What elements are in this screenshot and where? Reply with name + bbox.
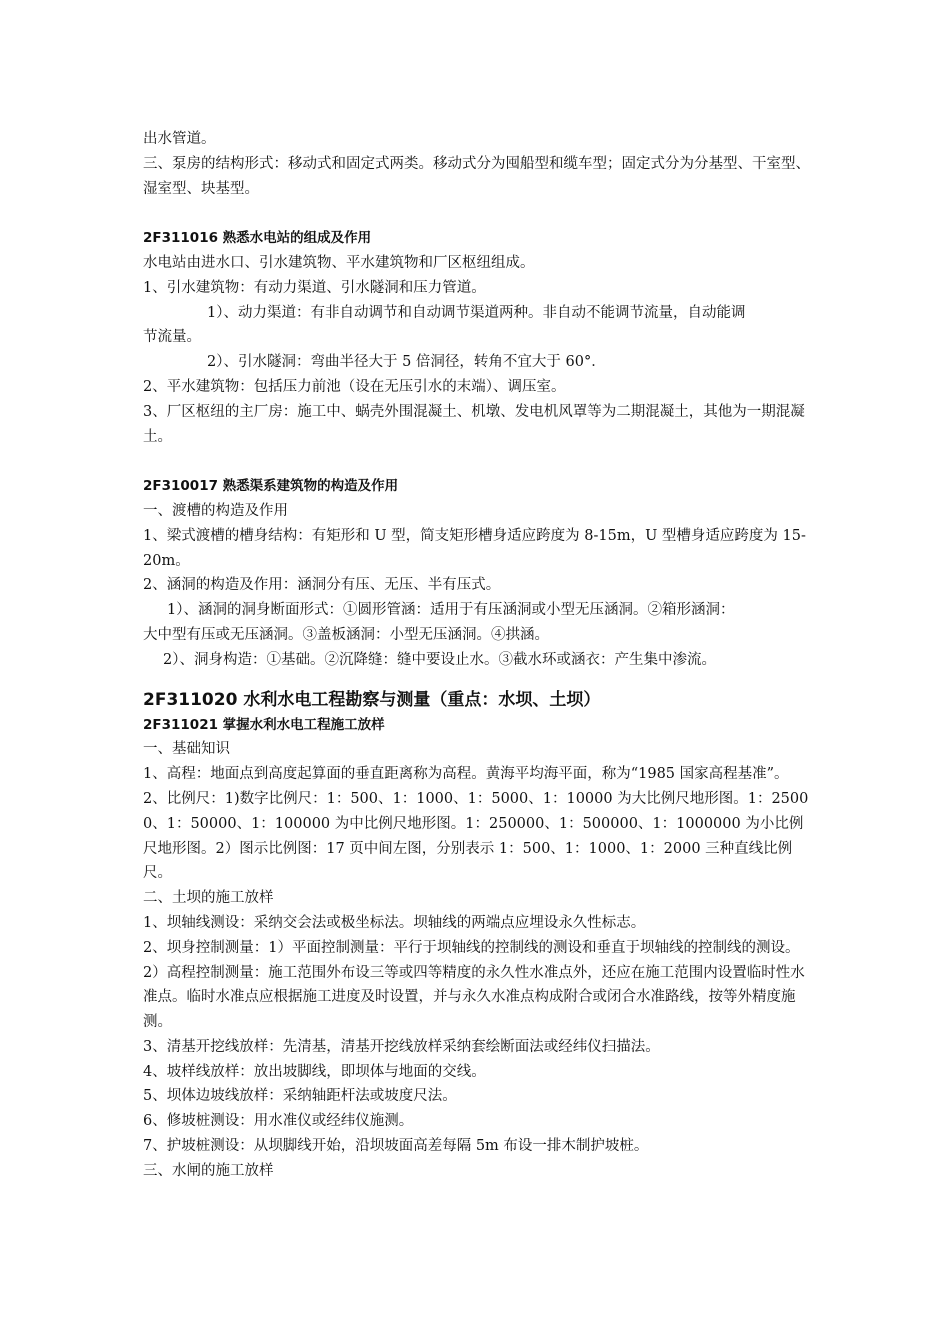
paragraph: 1、坝轴线测设：采纳交会法或极坐标法。坝轴线的两端点应埋设永久性标志。 [143, 914, 646, 931]
chapter-heading: 2F311020 水利水电工程勘察与测量（重点：水坝、土坝） [143, 689, 601, 710]
paragraph: 1、梁式渡槽的槽身结构：有矩形和 U 型，简支矩形槽身适应跨度为 8-15m，U 型槽身适应跨度为 15-20m。 [143, 527, 806, 569]
paragraph: 1、高程：地面点到高度起算面的垂直距离称为高程。黄海平均海平面，称为“1985 国家高程基准”。 [143, 766, 789, 783]
paragraph: 三、水闸的施工放样 [143, 1162, 274, 1179]
paragraph: 二、土坝的施工放样 [143, 890, 274, 907]
section-heading: 2F310017 熟悉渠系建筑物的构造及作用 [143, 478, 399, 495]
paragraph: 三、泵房的结构形式：移动式和固定式两类。移动式分为囤船型和缆车型；固定式分为分基型、干室型、湿室型、块基型。 [143, 155, 810, 197]
section-heading: 2F311021 掌握水利水电工程施工放样 [143, 716, 385, 733]
document-body [143, 127, 815, 1184]
paragraph: 7、护坡桩测设：从坝脚线开始，沿坝坡面高差每隔 5m 布设一排木制护坡桩。 [143, 1138, 649, 1155]
paragraph: 2、涵洞的构造及作用：涵洞分有压、无压、半有压式。 [143, 577, 501, 594]
paragraph: 节流量。 [143, 329, 201, 346]
blank-line [143, 201, 815, 226]
indented-paragraph: 2）、引水隧洞：弯曲半径大于 5 倍洞径，转角不宜大于 60°． [207, 354, 606, 371]
paragraph: 1、引水建筑物：有动力渠道、引水隧洞和压力管道。 [143, 279, 486, 296]
paragraph: 6、修坡桩测设：用水准仪或经纬仪施测。 [143, 1113, 414, 1130]
paragraph: 3、清基开挖线放样：先清基，清基开挖线放样采纳套绘断面法或经纬仪扫描法。 [143, 1038, 660, 1055]
blank-line [143, 673, 815, 687]
indented-paragraph: 1）、动力渠道：有非自动调节和自动调节渠道两种。非自动不能调节流量，自动能调 [207, 304, 746, 321]
paragraph: 2、平水建筑物：包括压力前池（设在无压引水的末端）、调压室。 [143, 378, 566, 395]
paragraph: 2、比例尺：1)数字比例尺：1：500、1：1000、1：5000、1：10000 为大比例尺地形图。1：25000、1：50000、1：100000 为中比例尺地形图。1：250000、1：500000、1：1000000 为小比例尺地形图。2）图示比例图：17 页中间左图，分别表示 1：500、1：1000、1：2000 三种直线比例尺。 [143, 790, 809, 882]
paragraph: 2、坝身控制测量：1）平面控制测量：平行于坝轴线的控制线的测设和垂直于坝轴线的控制线的测设。2）高程控制测量：施工范围外布设三等或四等精度的永久性水准点外，还应在施工范围内设置临时性水准点。临时水准点应根据施工进度及时设置，并与永久水准点构成附合或闭合水准路线，按等外精度施测。 [143, 939, 805, 1031]
paragraph: 4、坡样线放样：放出坡脚线，即坝体与地面的交线。 [143, 1063, 486, 1080]
section-heading: 2F311016 熟悉水电站的组成及作用 [143, 230, 372, 247]
indented-paragraph: 1）、涵洞的洞身断面形式：①圆形管涵：适用于有压涵洞或小型无压涵洞。②箱形涵洞： [167, 602, 735, 619]
paragraph: 一、基础知识 [143, 741, 230, 758]
paragraph: 3、厂区枢纽的主厂房：施工中、蜗壳外围混凝土、机墩、发电机风罩等为二期混凝土，其他为一期混凝土。 [143, 403, 805, 445]
paragraph: 出水管道。 [143, 131, 216, 147]
paragraph: 水电站由进水口、引水建筑物、平水建筑物和厂区枢纽组成。 [143, 254, 535, 271]
paragraph: 一、渡槽的构造及作用 [143, 502, 288, 519]
indented-paragraph: 2）、洞身构造：①基础。②沉降缝：缝中要设止水。③截水环或涵衣：产生集中渗流。 [163, 651, 716, 668]
paragraph: 5、坝体边坡线放样：采纳轴距杆法或坡度尺法。 [143, 1088, 457, 1105]
blank-line [143, 449, 815, 474]
paragraph: 大中型有压或无压涵洞。③盖板涵洞：小型无压涵洞。④拱涵。 [143, 626, 549, 643]
